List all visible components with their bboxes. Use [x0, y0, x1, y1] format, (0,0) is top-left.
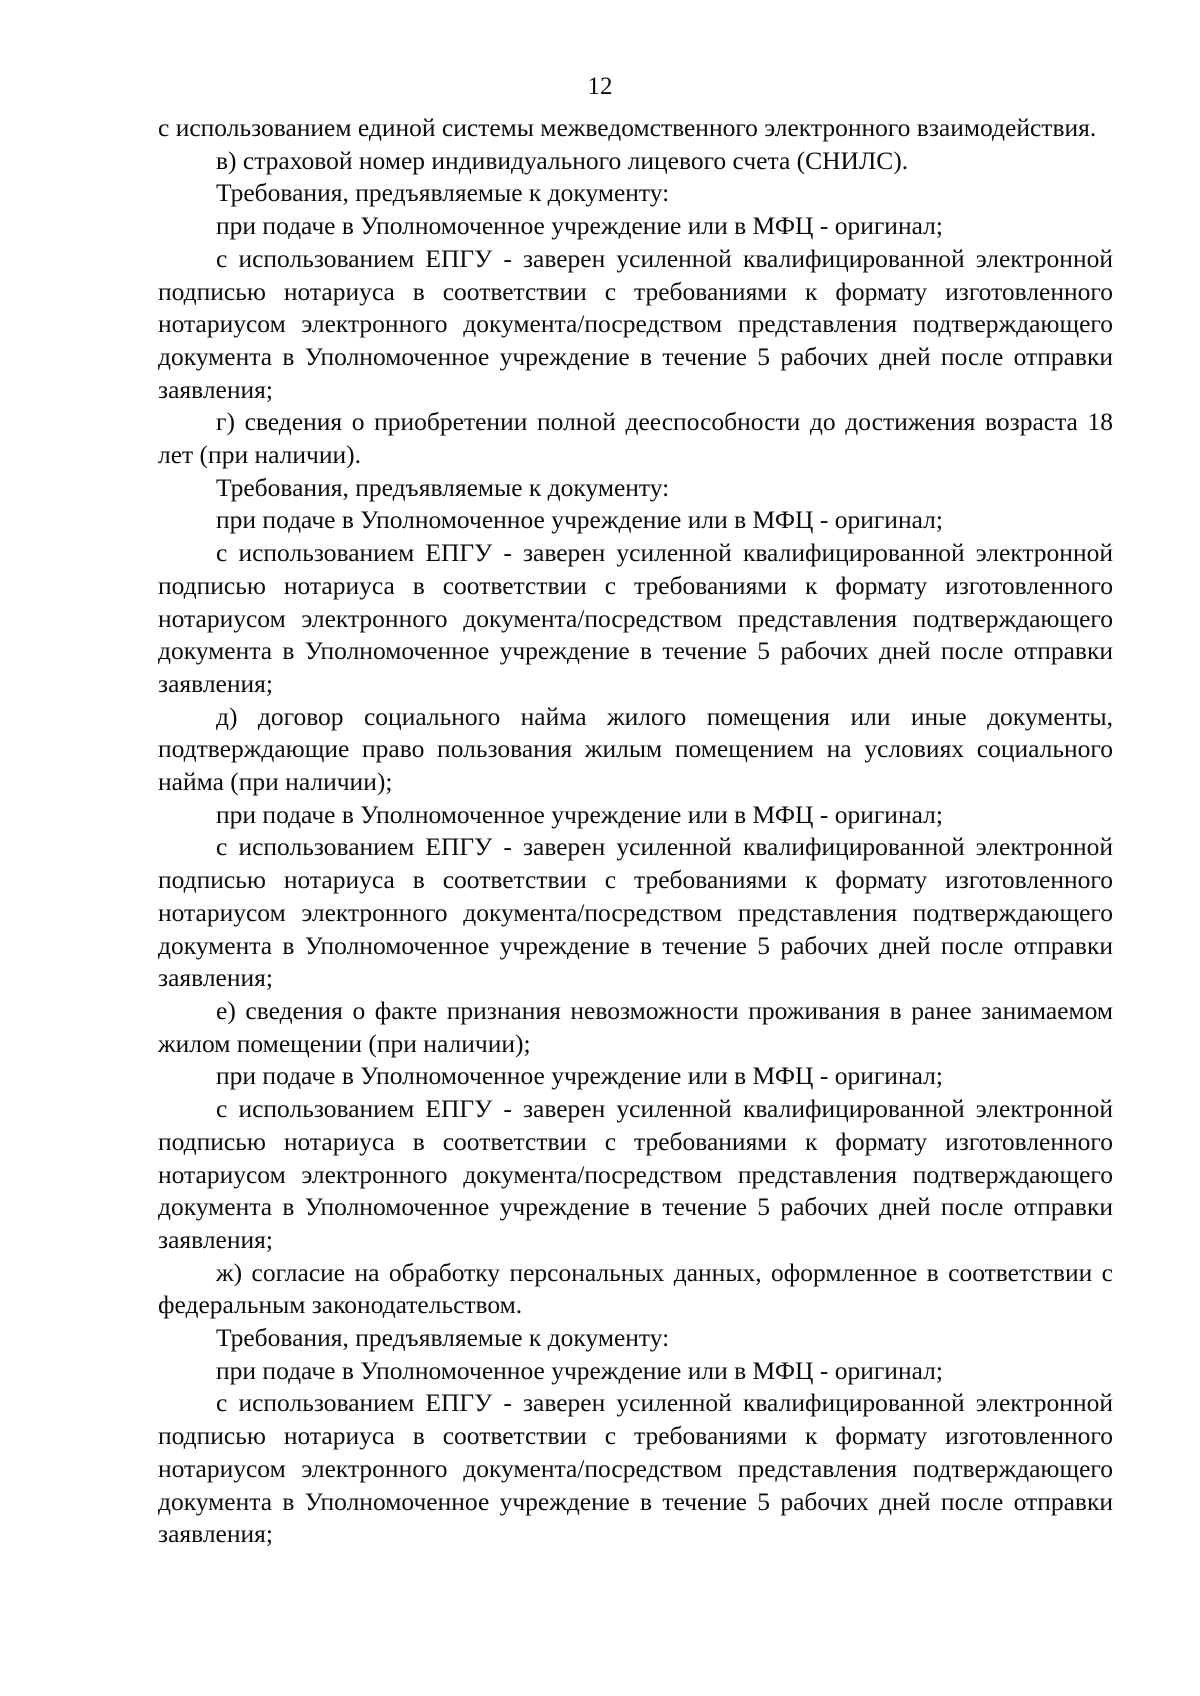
- paragraph: с использованием ЕПГУ - заверен усиленной квалифицированной электронной подписью нотариуса в соответствии с требованиями к формату изготовленного нотариусом электронного документа/посредством представления подтверждающего документа в Уполномоченное учреждение в течение 5 рабочих дней после отправки заявления;: [158, 538, 1113, 698]
- paragraph: при подаче в Уполномоченное учреждение или в МФЦ - оригинал;: [216, 505, 943, 535]
- paragraph: при подаче в Уполномоченное учреждение или в МФЦ - оригинал;: [216, 211, 943, 241]
- document-body: [158, 112, 1113, 1551]
- paragraph: с использованием ЕПГУ - заверен усиленной квалифицированной электронной подписью нотариуса в соответствии с требованиями к формату изготовленного нотариусом электронного документа/посредством представления подтверждающего документа в Уполномоченное учреждение в течение 5 рабочих дней после отправки заявления;: [158, 1388, 1113, 1549]
- paragraph: Требования, предъявляемые к документу:: [216, 178, 670, 208]
- paragraph: Требования, предъявляемые к документу:: [216, 1323, 670, 1353]
- paragraph: с использованием ЕПГУ - заверен усиленной квалифицированной электронной подписью нотариуса в соответствии с требованиями к формату изготовленного нотариусом электронного документа/посредством представления подтверждающего документа в Уполномоченное учреждение в течение 5 рабочих дней после отправки заявления;: [158, 832, 1113, 993]
- paragraph: д) договор социального найма жилого помещения или иные документы, подтверждающие право пользования жилым помещением на условиях социального найма (при наличии);: [158, 701, 1113, 797]
- paragraph: е) сведения о факте признания невозможности проживания в ранее занимаемом жилом помещении (при наличии);: [158, 995, 1113, 1058]
- paragraph: при подаче в Уполномоченное учреждение или в МФЦ - оригинал;: [216, 1061, 943, 1091]
- paragraph: в) страховой номер индивидуального лицевого счета (СНИЛС).: [216, 145, 909, 175]
- paragraph: при подаче в Уполномоченное учреждение или в МФЦ - оригинал;: [216, 1355, 943, 1385]
- paragraph: с использованием ЕПГУ - заверен усиленной квалифицированной электронной подписью нотариуса в соответствии с требованиями к формату изготовленного нотариусом электронного документа/посредством представления подтверждающего документа в Уполномоченное учреждение в течение 5 рабочих дней после отправки заявления;: [158, 243, 1113, 404]
- paragraph: с использованием единой системы межведомственного электронного взаимодействия.: [158, 113, 1097, 142]
- paragraph: с использованием ЕПГУ - заверен усиленной квалифицированной электронной подписью нотариуса в соответствии с требованиями к формату изготовленного нотариусом электронного документа/посредством представления подтверждающего документа в Уполномоченное учреждение в течение 5 рабочих дней после отправки заявления;: [158, 1094, 1113, 1254]
- paragraph: при подаче в Уполномоченное учреждение или в МФЦ - оригинал;: [216, 799, 943, 829]
- paragraph: Требования, предъявляемые к документу:: [216, 472, 670, 502]
- paragraph: г) сведения о приобретении полной дееспособности до достижения возраста 18 лет (при наличии).: [158, 407, 1113, 470]
- paragraph: ж) согласие на обработку персональных данных, оформленное в соответствии с федеральным законодательством.: [158, 1257, 1113, 1320]
- page-number: 12: [587, 73, 613, 100]
